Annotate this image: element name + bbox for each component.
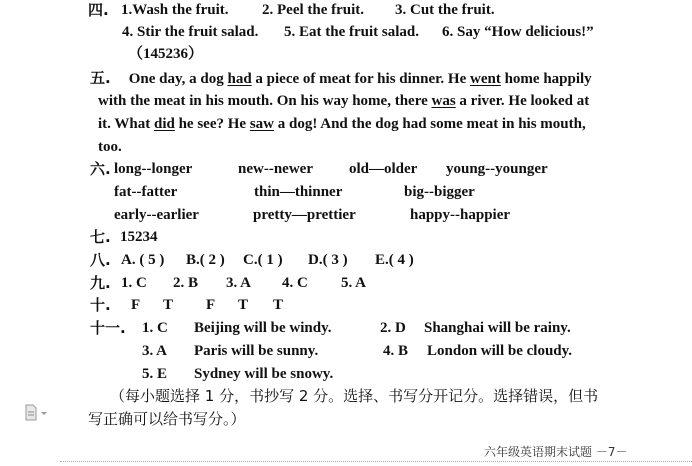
section-10-label: 十. — [90, 296, 111, 314]
section-4-item-6: 6. Say “How delicious!” — [442, 24, 594, 40]
section-6-label: 六. — [90, 160, 111, 178]
match-answer: D.( 3 ) — [308, 252, 348, 268]
answer-saw: saw — [249, 116, 274, 132]
word-pair: old—older — [349, 161, 418, 177]
footer-divider — [60, 461, 692, 462]
true-false-answer: F — [131, 297, 141, 313]
match-answer: A. ( 5 ) — [121, 252, 165, 268]
word-pair: thin—thinner — [254, 184, 343, 200]
word-pair: early--earlier — [114, 207, 199, 223]
true-false-answer: T — [163, 297, 174, 313]
section-5-label: 五. — [90, 69, 111, 87]
word-pair: happy--happier — [410, 207, 511, 223]
word-pair: fat--fatter — [114, 184, 178, 200]
section-5-text: One day, a dog — [128, 71, 228, 87]
section-4-order: （145236） — [128, 46, 204, 62]
word-pair: long--longer — [114, 161, 193, 177]
choice-answer: 5. A — [341, 275, 367, 291]
section-5-text: he see? He — [174, 116, 250, 132]
section-5-text: a river. He looked at — [455, 93, 590, 109]
section-5-line-4: too. — [98, 139, 122, 155]
word-pair: pretty—prettier — [253, 207, 356, 223]
section-4-item-3: 3. Cut the fruit. — [395, 2, 495, 18]
section-9-label: 九. — [90, 274, 111, 292]
document-icon[interactable] — [24, 404, 52, 422]
weather-answer-text: London will be cloudy. — [427, 343, 573, 359]
weather-answer-num: 5. E — [142, 366, 168, 382]
true-false-answer: T — [273, 297, 284, 313]
choice-answer: 4. C — [282, 275, 308, 291]
word-pair: big--bigger — [404, 184, 475, 200]
section-5-line-2 — [98, 91, 589, 111]
word-pair: new--newer — [238, 161, 313, 177]
true-false-answer: T — [238, 297, 249, 313]
choice-answer: 1. C — [121, 275, 147, 291]
weather-answer-text: Beijing will be windy. — [194, 320, 332, 336]
section-4-item-5: 5. Eat the fruit salad. — [284, 24, 419, 40]
page-footer: 六年级英语期末试题 －7－ — [484, 445, 628, 459]
weather-answer-text: Paris will be sunny. — [194, 343, 319, 359]
section-7-label: 七. — [90, 228, 111, 246]
weather-answer-num: 3. A — [142, 343, 168, 359]
scoring-note-line-2: 写正确可以给书写分。） — [88, 410, 246, 428]
answer-did: did — [153, 116, 175, 132]
weather-answer-text: Shanghai will be rainy. — [424, 320, 571, 336]
scoring-note-line-1: （每小题选择 1 分，书抄写 2 分。选择、书写分开记分。选择错误，但书 — [110, 387, 599, 405]
answer-went: went — [470, 71, 501, 87]
section-5-text: a piece of meat for his dinner. He — [251, 71, 470, 87]
section-5-line-1 — [90, 68, 592, 89]
match-answer: B.( 2 ) — [186, 252, 225, 268]
word-pair: young--younger — [446, 161, 548, 177]
section-4-item-2: 2. Peel the fruit. — [262, 2, 365, 18]
section-7-answer: 15234 — [120, 229, 158, 245]
match-answer: C.( 1 ) — [243, 252, 283, 268]
section-4-label: 四. — [88, 1, 109, 19]
match-answer: E.( 4 ) — [375, 252, 414, 268]
section-5-text: a dog! And the dog had some meat in his mouth, — [274, 116, 586, 132]
choice-answer: 3. A — [226, 275, 252, 291]
section-5-text: with the meat in his mouth. On his way home, there — [98, 93, 432, 109]
section-4-item-1: 1.Wash the fruit. — [121, 2, 229, 18]
weather-answer-num: 2. D — [380, 320, 406, 336]
section-5-text: home happily — [500, 71, 592, 87]
answer-was: was — [431, 93, 456, 109]
section-5-line-3 — [98, 114, 586, 134]
weather-answer-text: Sydney will be snowy. — [194, 366, 334, 382]
section-4-item-4: 4. Stir the fruit salad. — [122, 24, 259, 40]
weather-answer-num: 4. B — [383, 343, 409, 359]
section-8-label: 八. — [90, 251, 111, 269]
choice-answer: 2. B — [173, 275, 199, 291]
true-false-answer: F — [206, 297, 216, 313]
weather-answer-num: 1. C — [142, 320, 168, 336]
section-11-label: 十一. — [90, 319, 126, 337]
section-5-text: it. What — [98, 116, 154, 132]
answer-had: had — [227, 71, 252, 87]
